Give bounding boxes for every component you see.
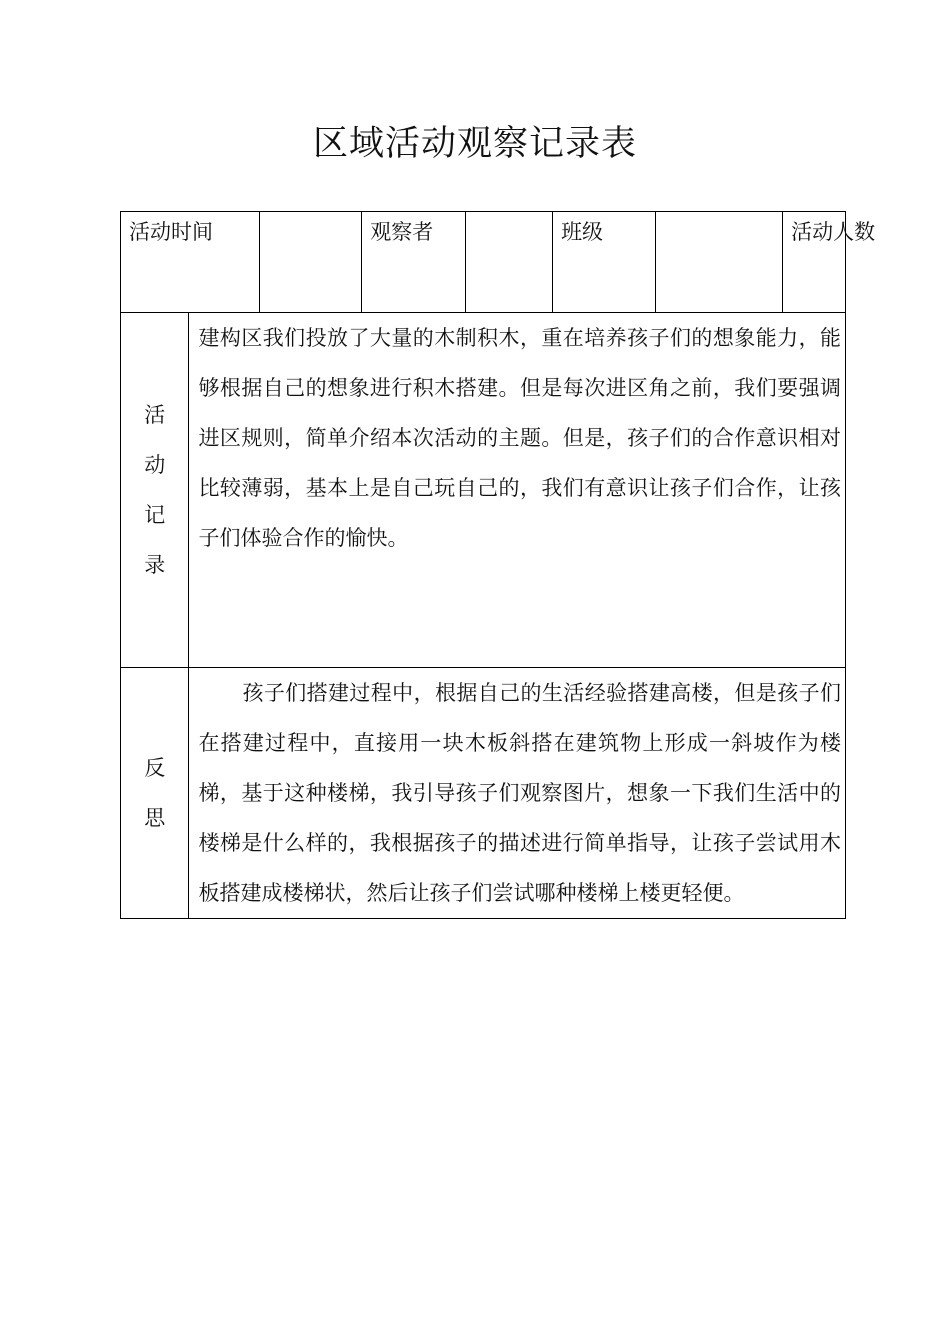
record-label-char: 录 [144,553,166,577]
reflection-label-char: 思 [144,806,166,830]
reflection-section-label [121,668,189,919]
observer-label: 观察者 [362,212,465,313]
reflection-label-char: 反 [144,756,166,780]
observation-record-table [120,211,876,919]
activity-time-value[interactable] [260,212,362,313]
record-text: 建构区我们投放了大量的木制积木，重在培养孩子们的想象能力，能够根据自己的想象进行积木搭建。但是每次进区角之前，我们要强调进区规则，简单介绍本次活动的主题。但是，孩子们的合作意识相对比较薄弱，基本上是自己玩自己的，我们有意识让孩子们合作，让孩子们体验合作的愉快。 [189,313,846,668]
reflection-text: 孩子们搭建过程中，根据自己的生活经验搭建高楼，但是孩子们在搭建过程中，直接用一块木板斜搭在建筑物上形成一斜坡作为楼梯，基于这种楼梯，我引导孩子们观察图片，想象一下我们生活中的楼梯是什么样的，我根据孩子的描述进行简单指导，让孩子尝试用木板搭建成楼梯状，然后让孩子们尝试哪种楼梯上楼更轻便。 [189,668,846,919]
record-label-char: 活 [144,403,166,427]
activity-time-label: 活动时间 [121,212,260,313]
observer-value[interactable] [465,212,553,313]
participants-label-text: 活动人数 [791,220,876,244]
participants-label [783,212,876,313]
page-title: 区域活动观察记录表 [312,124,637,164]
record-row [121,313,846,668]
class-label: 班级 [553,212,656,313]
record-label-char: 记 [144,503,166,527]
header-row [121,212,846,313]
reflection-row [121,668,846,919]
record-label-char: 动 [144,453,166,477]
class-value[interactable] [656,212,783,313]
record-section-label [121,313,189,668]
